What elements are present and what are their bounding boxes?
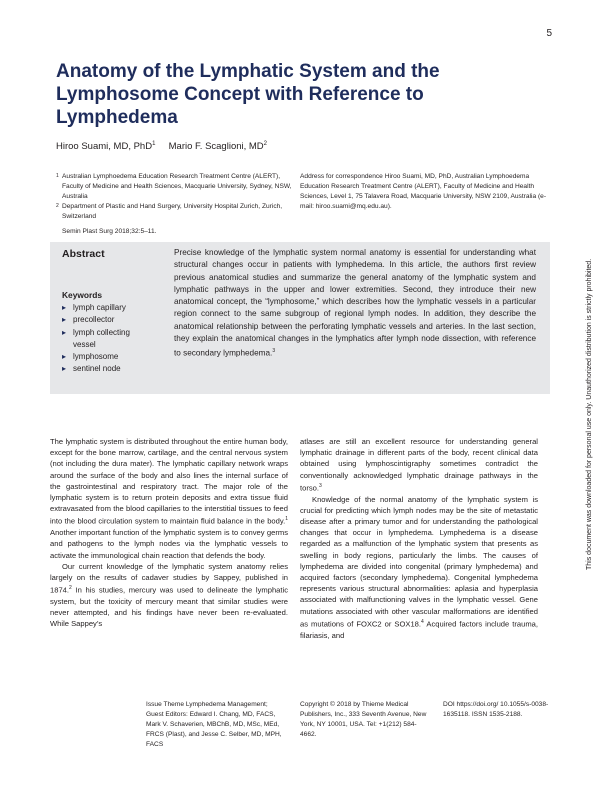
- text-run: Our current knowledge of the lymphatic system anatomy relies largely on the results of cadaver studies by Sappey, published in 1874.: [50, 561, 288, 595]
- abstract-body: Precise knowledge of the lymphatic system normal anatomy is essential for understanding what structural changes occur in patients with lymphedema. In this article, the authors first review previous anatomical studies and summarize the general anatomy of the lymphatic system and lymphatic pathways in the upper and lower extremities. Second, they introduce their new anatomical concept, the “lymphosome,” which describes how the lymphatic vessels in a particular region connect to the same subgroup of regional lymph nodes. In addition, they describe the anatomical relationship between the perforating lymphatic vessels and arteries. In the last section, they explain the anatomical changes in the lymphatics after lymph node dissection, with reference to secondary lymphedema.: [174, 248, 536, 359]
- paragraph: [300, 436, 538, 494]
- keywords-list: [62, 302, 162, 376]
- citation-sup: 1: [285, 516, 288, 523]
- keyword-item: ▸ sentinel node: [62, 363, 162, 375]
- article-title: Anatomy of the Lymphatic System and the Lymphosome Concept with Reference to Lymphedema: [56, 61, 440, 128]
- citation-sup: 4: [421, 618, 424, 625]
- footer-issue-theme: Issue Theme Lymphedema Management; Guest Editors: Edward I. Chang, MD, FACS, Mark V. Schaverien, MBChB, MD, MSc, MEd, FRCS (Plast), and Jesse C. Selber, MD, MPH, FACS: [146, 701, 282, 748]
- text-run: Acquired factors include trauma, filariasis, and: [300, 619, 538, 640]
- body-column-right: [300, 436, 538, 641]
- author-name: Mario F. Scaglioni, MD: [168, 141, 264, 153]
- affiliations: [56, 172, 294, 222]
- author-sup: 2: [263, 141, 268, 147]
- paragraph: [50, 561, 288, 630]
- body-column-left: [50, 436, 288, 630]
- keyword-item: ▸ precollector: [62, 314, 162, 326]
- journal-citation: Semin Plast Surg 2018;32:5–11.: [62, 228, 157, 235]
- keyword-item: vessel: [73, 339, 96, 349]
- keywords-heading: Keywords: [62, 290, 103, 300]
- affiliation-text: Australian Lymphoedema Education Research Treatment Centre (ALERT), Faculty of Medicine and Health Sciences, Macquarie University, Sydney, NSW, Australia: [62, 173, 292, 200]
- text-run: In his studies, mercury was used to delineate the lymphatic system, but the toxicity of mercury meant that similar studies were never attempted, and his findings have never been re-evaluated. While Sappey’s: [50, 585, 288, 629]
- citation-sup: 2: [69, 585, 72, 592]
- paragraph: [50, 436, 288, 561]
- abstract-text: [174, 247, 536, 360]
- abstract-sup: 3: [272, 348, 276, 355]
- author-line: [56, 141, 267, 152]
- paragraph: [300, 494, 538, 641]
- abstract-label: Abstract: [62, 248, 105, 260]
- footer-doi: DOI https://doi.org/ 10.1055/s-0038-1635118. ISSN 1535-2188.: [443, 701, 549, 718]
- text-run: The lymphatic system is distributed throughout the entire human body, except for the bone marrow, cartilage, and the central nervous system (not including the dura mater). The lymphatic capillary network wraps around the surface of the body and also lines the internal surface of the gastrointestinal and respiratory tract. The major role of the lymphatic system is to return protein deposits and extra tissue fluid extravasated from the blood capillaries to the interstitial tissues to feed into the blood circulation system to maintain fluid balance in the body.: [50, 437, 288, 526]
- affiliation-item: [56, 202, 294, 222]
- affiliation-sup: 1: [56, 173, 59, 179]
- text-run: Another important function of the lymphatic system is to convey germs and pathogens to the lymph nodes via the lymphatic vessels to activate the immunological chain reaction that defends the body.: [50, 528, 288, 560]
- correspondence-address: [300, 172, 550, 212]
- address-text: Hiroo Suami, MD, PhD, Australian Lymphoedema Education Research Treatment Centre (ALERT), Faculty of Medicine and Health Sciences, Level 1, 75 Talavera Road, Macquarie University, NSW 2109, Australia (e-mail: hiroo.suami@mq.edu.au).: [300, 173, 547, 210]
- affiliation-item: [56, 172, 294, 202]
- citation-sup: 3: [319, 482, 322, 489]
- keyword-item: ▸ lymph collecting: [62, 327, 162, 339]
- affiliation-sup: 2: [56, 203, 59, 209]
- keyword-item: ▸ lymph capillary: [62, 302, 162, 314]
- author-sup: 1: [152, 141, 156, 147]
- text-run: Knowledge of the normal anatomy of the lymphatic system is crucial for predicting which lymph nodes may be the site of metastatic disease after a primary tumor and for understanding the pathological changes that occur in lymphedema. Lymphedema is a disease regarded as a malfunction of the lymphatic system that presents as swelling in body regions, particularly the limbs. The causes of lymphedema are divided into congenital (primary lymphedema) and acquired factors (secondary lymphedema). Congenital lymphedema represents various structural abnormalities: aplasia and hyperplasia associated with malfunctioning valves in the lymphatic vessel. Gene mutations associated with other vascular malformations are identified as mutations of FOXC2 or SOX18.: [300, 494, 538, 629]
- footer-copyright: Copyright © 2018 by Thieme Medical Publishers, Inc., 333 Seventh Avenue, New York, NY 10001, USA. Tel: +1(212) 584-4662.: [300, 701, 427, 738]
- download-notice: This document was downloaded for personal use only. Unauthorized distribution is strictly prohibited.: [586, 258, 593, 570]
- page-number: 5: [546, 28, 552, 39]
- keyword-item: ▸ lymphosome: [62, 351, 162, 363]
- affiliation-text: Department of Plastic and Hand Surgery, University Hospital Zurich, Zurich, Switzerland: [62, 203, 283, 220]
- text-run: atlases are still an excellent resource for understanding general lymphatic drainage in different parts of the body, recent clinical data obtained using lymphoscintigraphy sometimes contradict the conventionally acknowledged lymphatic drainage pathways in the torso.: [300, 437, 538, 493]
- address-label: Address for correspondence: [300, 173, 383, 180]
- author-name: Hiroo Suami, MD, PhD: [56, 141, 153, 153]
